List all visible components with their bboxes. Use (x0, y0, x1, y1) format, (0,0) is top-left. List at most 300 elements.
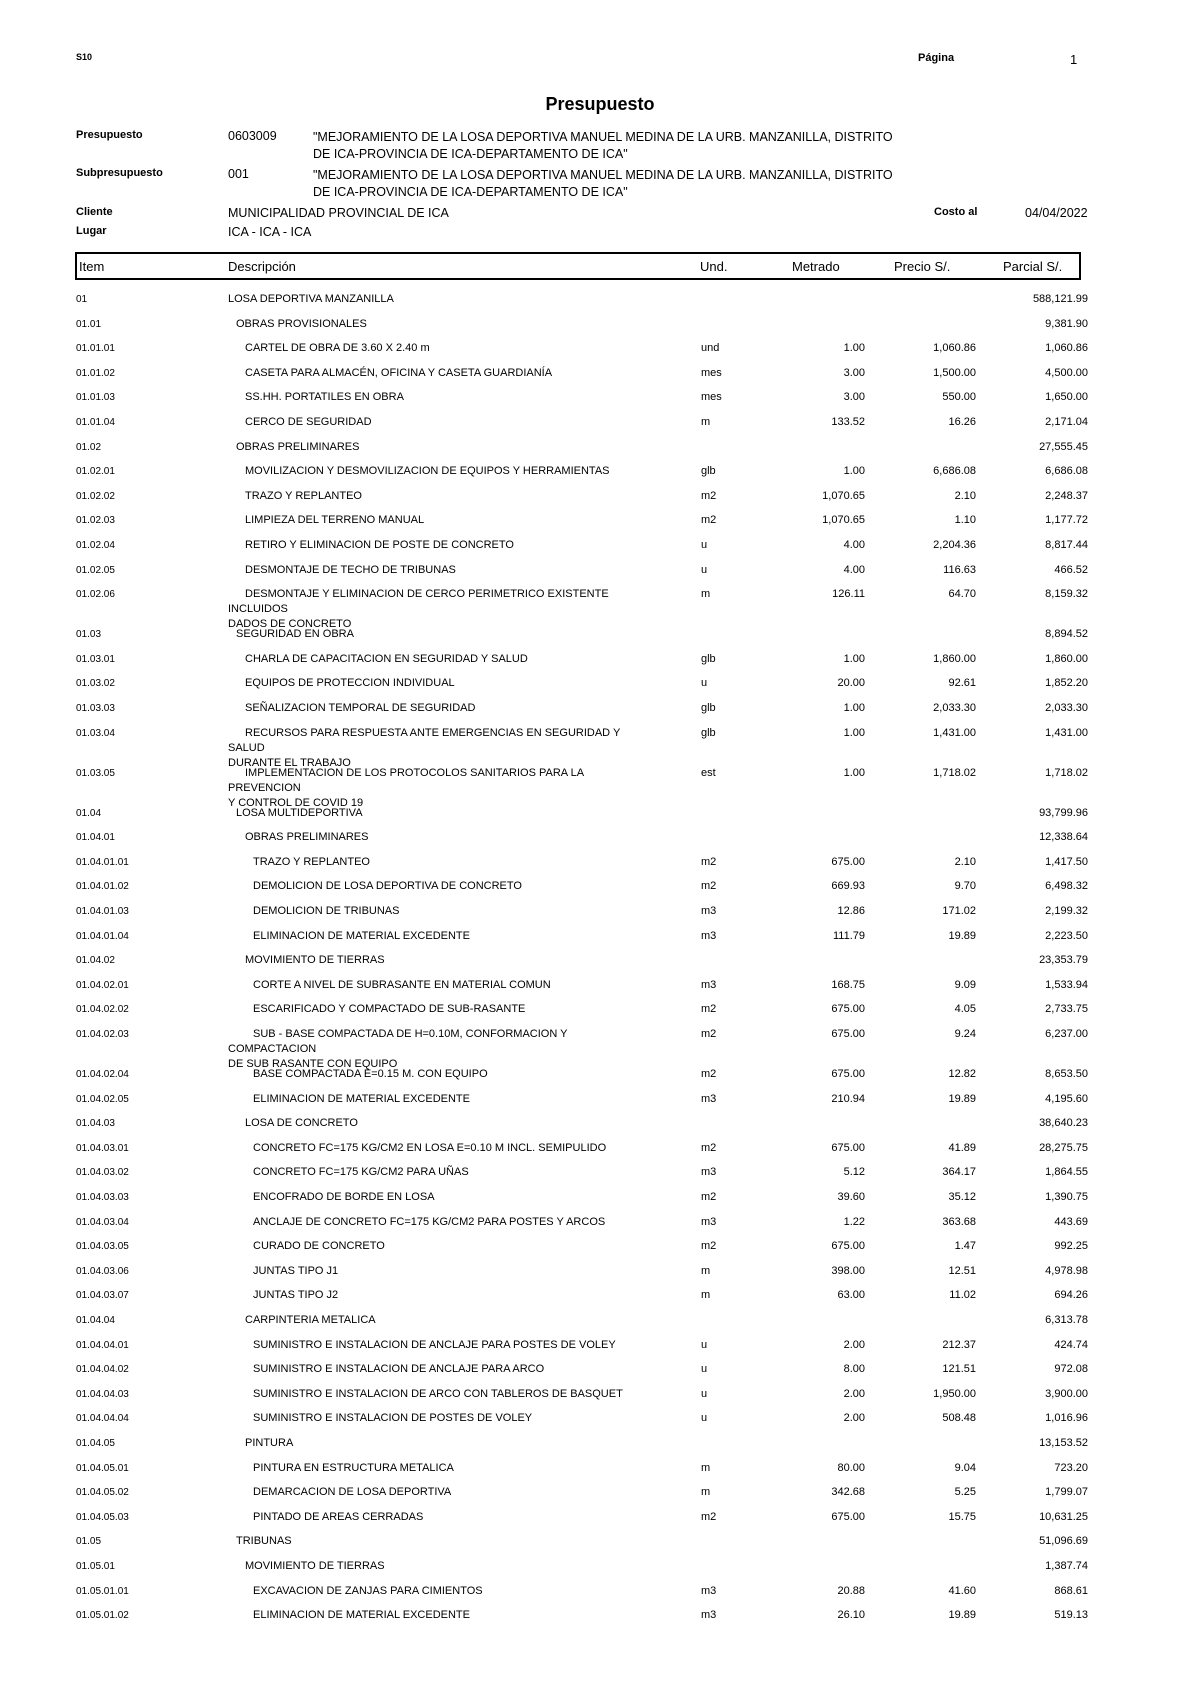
row-description-line: PINTURA EN ESTRUCTURA METALICA (253, 1461, 454, 1474)
row-precio: 116.63 (943, 563, 976, 576)
row-unit: m (701, 1289, 711, 1302)
row-item-code: 01 (76, 294, 88, 305)
row-unit: m (701, 1264, 711, 1277)
row-parcial: 6,686.08 (1045, 465, 1088, 478)
row-description (228, 652, 648, 667)
row-precio: 2,204.36 (933, 539, 976, 551)
row-metrado: 1.00 (843, 465, 865, 478)
row-description (228, 341, 648, 356)
subpresupuesto-code: 001 (228, 167, 249, 181)
row-parcial: 519.13 (1054, 1609, 1088, 1622)
row-parcial: 6,498.32 (1045, 880, 1088, 893)
row-item-code: 01.04.02.05 (76, 1093, 129, 1105)
row-item-code: 01.03.05 (76, 767, 115, 779)
row-precio: 92.61 (948, 677, 976, 690)
row-unit: m (701, 588, 711, 601)
row-precio: 1,950.00 (933, 1387, 976, 1400)
row-description-line: CERCO DE SEGURIDAD (245, 416, 372, 428)
row-unit: und (701, 342, 720, 355)
row-metrado: 1.00 (843, 702, 865, 714)
row-description (228, 1485, 648, 1500)
row-parcial: 8,159.32 (1045, 588, 1088, 601)
row-metrado: 26.10 (837, 1609, 865, 1622)
row-precio: 64.70 (948, 588, 976, 601)
row-item-code: 01.04.01.01 (76, 856, 129, 868)
row-metrado: 675.00 (831, 1240, 865, 1253)
row-description-line: ELIMINACION DE MATERIAL EXCEDENTE (253, 1609, 470, 1622)
row-description-line: ENCOFRADO DE BORDE EN LOSA (253, 1191, 435, 1203)
row-unit: m3 (701, 1584, 717, 1597)
row-description (228, 489, 648, 504)
row-description-continuation: DE SUB RASANTE CON EQUIPO (228, 1058, 398, 1070)
row-parcial: 8,894.52 (1045, 628, 1088, 641)
row-description (228, 627, 648, 642)
row-item-code: 01.04.05.01 (76, 1462, 129, 1474)
row-unit: m2 (701, 880, 717, 893)
row-description (228, 1215, 648, 1230)
row-parcial: 8,817.44 (1045, 539, 1088, 551)
row-metrado: 675.00 (831, 1028, 865, 1040)
row-description (228, 1510, 648, 1525)
row-item-code: 01.03.01 (76, 653, 115, 665)
row-description-line: CURADO DE CONCRETO (253, 1240, 385, 1253)
row-item-code: 01.01.01 (76, 343, 115, 355)
row-parcial: 13,153.52 (1039, 1437, 1088, 1449)
row-precio: 364.17 (942, 1166, 976, 1179)
row-item-code: 01.04.02.03 (76, 1029, 129, 1040)
row-item-code: 01.04 (76, 807, 102, 819)
row-metrado: 1.22 (843, 1215, 865, 1228)
lugar-value: ICA - ICA - ICA (228, 225, 312, 239)
row-description-line: CASETA PARA ALMACÉN, OFICINA Y CASETA GUARDIANÍA (245, 366, 553, 379)
row-description-line: PINTURA (245, 1437, 294, 1449)
row-precio: 9.09 (954, 978, 976, 991)
row-description (228, 1436, 648, 1451)
row-description (228, 701, 648, 716)
row-unit: m (701, 416, 711, 428)
row-item-code: 01.02.04 (76, 540, 115, 551)
row-parcial: 2,199.32 (1045, 905, 1088, 917)
row-parcial: 10,631.25 (1039, 1510, 1088, 1523)
row-description (228, 806, 648, 821)
row-metrado: 210.94 (831, 1092, 865, 1105)
row-precio: 550.00 (942, 391, 976, 404)
row-description-line: IMPLEMENTACION DE LOS PROTOCOLOS SANITARIOS PARA LA PREVENCION (228, 766, 584, 794)
row-parcial: 424.74 (1054, 1338, 1088, 1351)
row-item-code: 01.04.03.05 (76, 1241, 129, 1253)
row-unit: glb (701, 465, 716, 478)
row-precio: 19.89 (948, 1609, 976, 1622)
row-description-line: ELIMINACION DE MATERIAL EXCEDENTE (253, 929, 470, 942)
row-description (228, 953, 648, 968)
row-description (228, 1534, 648, 1549)
row-parcial: 93,799.96 (1039, 806, 1088, 819)
col-unit: Und. (700, 259, 728, 274)
row-unit: u (701, 1363, 708, 1376)
row-item-code: 01.04.02.01 (76, 979, 129, 991)
row-description-line: OBRAS PRELIMINARES (245, 831, 369, 844)
row-metrado: 675.00 (831, 1510, 865, 1523)
row-description (228, 676, 648, 691)
row-metrado: 1.00 (843, 342, 865, 355)
row-description-continuation: DURANTE EL TRABAJO (228, 756, 351, 769)
row-metrado: 1.00 (843, 766, 865, 779)
row-description-line: CARTEL DE OBRA DE 3.60 X 2.40 m (245, 342, 430, 355)
row-item-code: 01.03.03 (76, 703, 115, 714)
row-unit: m2 (701, 1003, 717, 1016)
row-item-code: 01.01.02 (76, 367, 115, 379)
row-precio: 15.75 (948, 1510, 976, 1523)
row-parcial: 51,096.69 (1039, 1535, 1088, 1548)
row-metrado: 1.00 (843, 726, 865, 739)
row-parcial: 1,016.96 (1045, 1412, 1088, 1425)
row-metrado: 3.00 (843, 391, 865, 404)
row-item-code: 01.04.03.01 (76, 1142, 129, 1154)
row-description (228, 1092, 648, 1107)
row-precio: 12.51 (948, 1264, 976, 1277)
row-description (228, 513, 648, 528)
row-precio: 212.37 (942, 1338, 976, 1351)
row-item-code: 01.04.03 (76, 1118, 115, 1130)
row-description-line: SUMINISTRO E INSTALACION DE ANCLAJE PARA POSTES DE VOLEY (253, 1338, 616, 1351)
row-precio: 35.12 (948, 1191, 976, 1203)
row-precio: 1,060.86 (933, 342, 976, 355)
row-description (228, 1165, 648, 1180)
row-unit: u (701, 677, 708, 690)
row-unit: m3 (701, 978, 717, 991)
row-metrado: 39.60 (837, 1191, 865, 1203)
row-item-code: 01.02.05 (76, 564, 115, 576)
cliente-value: MUNICIPALIDAD PROVINCIAL DE ICA (228, 206, 449, 220)
row-metrado: 133.52 (831, 416, 865, 428)
row-parcial: 9,381.90 (1045, 317, 1088, 330)
row-item-code: 01.04.05 (76, 1438, 115, 1449)
row-description-line: LIMPIEZA DEL TERRENO MANUAL (245, 514, 425, 527)
row-description-continuation: DADOS DE CONCRETO (228, 618, 352, 631)
row-description-continuation: Y CONTROL DE COVID 19 (228, 796, 364, 809)
presupuesto-code: 0603009 (228, 129, 277, 143)
row-metrado: 126.11 (832, 588, 865, 601)
row-precio: 19.89 (948, 1092, 976, 1105)
presupuesto-label: Presupuesto (76, 129, 143, 141)
row-item-code: 01.04.04 (76, 1315, 115, 1326)
row-unit: m3 (701, 1166, 717, 1179)
row-parcial: 992.25 (1054, 1240, 1088, 1253)
row-description-line: DEMOLICION DE LOSA DEPORTIVA DE CONCRETO (253, 880, 522, 893)
row-item-code: 01.04.01 (76, 832, 115, 844)
row-precio: 4.05 (954, 1003, 976, 1016)
row-description-line: CHARLA DE CAPACITACION EN SEGURIDAD Y SALUD (245, 652, 528, 665)
row-parcial: 8,653.50 (1045, 1068, 1088, 1080)
row-metrado: 1,070.65 (822, 489, 865, 502)
row-parcial: 2,733.75 (1045, 1003, 1088, 1016)
row-parcial: 1,060.86 (1045, 342, 1088, 355)
row-precio: 1,718.02 (933, 766, 976, 779)
row-description (228, 415, 648, 430)
row-unit: m2 (701, 1141, 717, 1154)
row-item-code: 01.01.03 (76, 392, 115, 404)
row-metrado: 3.00 (843, 366, 865, 379)
row-description (228, 464, 648, 479)
presupuesto-description: "MEJORAMIENTO DE LA LOSA DEPORTIVA MANUEL MEDINA DE LA URB. MANZANILLA, DISTRITO DE ICA-PROVINCIA DE ICA-DEPARTAMENTO DE ICA" (313, 130, 893, 161)
row-precio: 171.02 (942, 905, 976, 917)
row-item-code: 01.04.03.07 (76, 1290, 129, 1302)
row-description-line: DESMONTAJE Y ELIMINACION DE CERCO PERIMETRICO EXISTENTE INCLUIDOS (228, 588, 609, 616)
row-item-code: 01.03.02 (76, 678, 115, 690)
row-description-line: OBRAS PRELIMINARES (236, 440, 360, 453)
row-description-line: TRAZO Y REPLANTEO (245, 489, 362, 502)
row-precio: 16.26 (948, 416, 976, 428)
row-description (228, 440, 648, 455)
row-unit: m2 (701, 1240, 717, 1253)
row-metrado: 80.00 (837, 1461, 865, 1474)
row-unit: m2 (701, 1191, 717, 1203)
row-precio: 1,500.00 (933, 366, 976, 379)
row-metrado: 1.00 (843, 652, 865, 665)
row-parcial: 1,177.72 (1045, 514, 1088, 527)
row-metrado: 168.75 (831, 978, 865, 991)
row-item-code: 01.04.02.02 (76, 1004, 129, 1016)
subpresupuesto-label: Subpresupuesto (76, 167, 163, 179)
row-metrado: 2.00 (843, 1412, 865, 1425)
row-metrado: 63.00 (837, 1289, 865, 1302)
row-parcial: 27,555.45 (1039, 440, 1088, 453)
row-description (228, 1002, 648, 1017)
row-parcial: 694.26 (1054, 1289, 1088, 1302)
col-item: Item (79, 259, 105, 274)
row-description-line: CARPINTERIA METALICA (245, 1314, 376, 1326)
col-metrado: Metrado (792, 259, 840, 274)
row-description-line: TRIBUNAS (236, 1535, 292, 1548)
row-precio: 6,686.08 (933, 465, 976, 478)
row-unit: m3 (701, 1215, 717, 1228)
row-metrado: 8.00 (843, 1363, 865, 1376)
row-parcial: 466.52 (1054, 563, 1088, 576)
cliente-label: Cliente (76, 206, 113, 218)
row-description (228, 879, 648, 894)
row-unit: m3 (701, 1092, 717, 1105)
row-description (228, 317, 648, 332)
row-parcial: 972.08 (1054, 1363, 1088, 1376)
row-precio: 363.68 (942, 1215, 976, 1228)
row-description-line: LOSA DE CONCRETO (245, 1117, 358, 1130)
row-description-line: DEMARCACION DE LOSA DEPORTIVA (253, 1486, 452, 1499)
table-header (75, 252, 1081, 280)
row-description (228, 1461, 648, 1476)
row-description (228, 538, 648, 553)
row-metrado: 2.00 (843, 1387, 865, 1400)
row-unit: u (701, 1338, 708, 1351)
row-description-line: MOVILIZACION Y DESMOVILIZACION DE EQUIPOS Y HERRAMIENTAS (245, 465, 610, 478)
row-parcial: 6,313.78 (1045, 1314, 1088, 1326)
row-description-line: SUMINISTRO E INSTALACION DE ARCO CON TABLEROS DE BASQUET (253, 1387, 623, 1400)
row-item-code: 01.04.05.02 (76, 1487, 129, 1499)
row-description (228, 726, 648, 771)
row-item-code: 01.02.06 (76, 589, 115, 601)
row-parcial: 6,237.00 (1045, 1028, 1088, 1040)
row-description-line: SUB - BASE COMPACTADA DE H=0.10M, CONFORMACION Y COMPACTACION (228, 1028, 568, 1055)
row-description (228, 766, 648, 811)
row-description-line: ELIMINACION DE MATERIAL EXCEDENTE (253, 1092, 470, 1105)
row-parcial: 2,033.30 (1045, 702, 1088, 714)
row-precio: 9.04 (954, 1461, 976, 1474)
row-parcial: 1,860.00 (1045, 652, 1088, 665)
row-unit: u (701, 539, 708, 551)
row-description (228, 855, 648, 870)
row-parcial: 23,353.79 (1039, 954, 1088, 967)
row-unit: m2 (701, 514, 717, 527)
row-description-line: BASE COMPACTADA E=0.15 M. CON EQUIPO (253, 1068, 488, 1080)
row-precio: 2.10 (954, 855, 976, 868)
row-item-code: 01.01 (76, 318, 102, 330)
row-item-code: 01.04.02 (76, 955, 115, 967)
row-description (228, 1411, 648, 1426)
row-parcial: 588,121.99 (1032, 293, 1088, 305)
row-precio: 9.24 (954, 1028, 976, 1040)
row-unit: u (701, 1412, 708, 1425)
row-metrado: 12.86 (837, 905, 865, 917)
row-precio: 11.02 (949, 1289, 976, 1302)
row-unit: u (701, 1387, 708, 1400)
row-description (228, 1190, 648, 1205)
row-unit: m2 (701, 489, 717, 502)
row-description (228, 1116, 648, 1131)
row-description-line: DEMOLICION DE TRIBUNAS (253, 905, 400, 917)
row-description (228, 1239, 648, 1254)
row-metrado: 111.79 (832, 929, 865, 942)
row-item-code: 01.03.04 (76, 727, 115, 739)
row-item-code: 01.02.03 (76, 515, 115, 527)
row-precio: 19.89 (948, 929, 976, 942)
row-parcial: 38,640.23 (1039, 1117, 1088, 1130)
row-description (228, 904, 648, 919)
row-description-line: CONCRETO FC=175 KG/CM2 EN LOSA E=0.10 M INCL. SEMIPULIDO (253, 1141, 607, 1154)
page-title: Presupuesto (545, 94, 655, 114)
row-item-code: 01.04.04.01 (76, 1339, 129, 1351)
row-metrado: 675.00 (831, 1068, 865, 1080)
row-parcial: 28,275.75 (1039, 1141, 1088, 1154)
row-parcial: 1,718.02 (1045, 766, 1088, 779)
row-description-line: ESCARIFICADO Y COMPACTADO DE SUB-RASANTE (253, 1003, 526, 1016)
row-item-code: 01.02 (76, 441, 102, 453)
row-description (228, 1264, 648, 1279)
row-description (228, 1559, 648, 1574)
row-metrado: 1,070.65 (822, 514, 865, 527)
row-description (228, 1584, 648, 1599)
row-unit: m3 (701, 905, 717, 917)
row-item-code: 01.04.04.03 (76, 1388, 129, 1400)
costo-label: Costo al (934, 206, 978, 218)
row-metrado: 669.93 (831, 880, 865, 893)
row-metrado: 20.88 (837, 1584, 865, 1597)
row-description-line: TRAZO Y REPLANTEO (253, 855, 370, 868)
row-item-code: 01.04.01.03 (76, 906, 129, 917)
row-item-code: 01.04.02.04 (76, 1069, 129, 1080)
row-item-code: 01.04.03.06 (76, 1265, 129, 1277)
row-item-code: 01.04.03.03 (76, 1192, 129, 1203)
row-item-code: 01.05 (76, 1536, 102, 1548)
row-metrado: 675.00 (831, 855, 865, 868)
row-item-code: 01.02.01 (76, 466, 115, 478)
row-parcial: 1,650.00 (1045, 391, 1088, 404)
row-description (228, 1141, 648, 1156)
row-parcial: 1,533.94 (1045, 978, 1088, 991)
row-description-line: PINTADO DE AREAS CERRADAS (253, 1510, 424, 1523)
row-unit: mes (701, 391, 722, 404)
row-parcial: 2,248.37 (1045, 489, 1088, 502)
report-code: S10 (76, 52, 93, 62)
row-item-code: 01.02.02 (76, 490, 115, 502)
costo-date: 04/04/2022 (1025, 206, 1088, 220)
row-precio: 1,431.00 (933, 726, 976, 739)
row-precio: 1,860.00 (933, 652, 976, 665)
row-description (228, 1362, 648, 1377)
row-description-line: MOVIMIENTO DE TIERRAS (245, 954, 385, 967)
row-unit: m2 (701, 1068, 717, 1080)
row-description-line: ANCLAJE DE CONCRETO FC=175 KG/CM2 PARA POSTES Y ARCOS (253, 1215, 606, 1228)
row-item-code: 01.04.03.04 (76, 1216, 129, 1228)
page-label: Página (918, 52, 955, 64)
row-unit: m (701, 1486, 711, 1499)
row-parcial: 1,431.00 (1045, 726, 1088, 739)
page-number: 1 (1070, 52, 1078, 67)
lugar-label: Lugar (76, 225, 107, 237)
row-description-line: JUNTAS TIPO J1 (253, 1264, 339, 1277)
row-unit: m2 (701, 855, 717, 868)
row-unit: m2 (701, 1028, 717, 1040)
row-precio: 41.89 (948, 1141, 976, 1154)
row-description (228, 1608, 648, 1623)
row-metrado: 398.00 (831, 1264, 865, 1277)
row-description-line: MOVIMIENTO DE TIERRAS (245, 1560, 385, 1572)
row-item-code: 01.04.04.04 (76, 1413, 129, 1425)
row-metrado: 342.68 (831, 1486, 865, 1499)
row-description (228, 1288, 648, 1303)
row-metrado: 675.00 (831, 1003, 865, 1016)
row-precio: 1.47 (954, 1240, 976, 1253)
row-parcial: 12,338.64 (1039, 831, 1088, 844)
row-precio: 5.25 (954, 1486, 976, 1499)
row-item-code: 01.05.01.01 (76, 1585, 129, 1597)
row-item-code: 01.05.01.02 (76, 1610, 129, 1622)
row-unit: m3 (701, 1609, 717, 1622)
row-description (228, 1338, 648, 1353)
subpresupuesto-description: "MEJORAMIENTO DE LA LOSA DEPORTIVA MANUEL MEDINA DE LA URB. MANZANILLA, DISTRITO DE ICA-PROVINCIA DE ICA-DEPARTAMENTO DE ICA" (313, 168, 893, 199)
row-metrado: 20.00 (837, 677, 865, 690)
row-parcial: 1,417.50 (1045, 855, 1088, 868)
row-unit: glb (701, 652, 716, 665)
row-description-line: SUMINISTRO E INSTALACION DE ANCLAJE PARA ARCO (253, 1363, 545, 1376)
row-parcial: 1,852.20 (1045, 677, 1088, 690)
row-description-line: LOSA DEPORTIVA MANZANILLA (228, 293, 394, 305)
row-unit: m2 (701, 1510, 717, 1523)
row-description (228, 1027, 648, 1072)
col-precio: Precio S/. (894, 259, 951, 274)
row-precio: 9.70 (954, 880, 976, 893)
row-item-code: 01.04.01.04 (76, 930, 129, 942)
row-metrado: 4.00 (843, 563, 865, 576)
row-parcial: 3,900.00 (1045, 1387, 1088, 1400)
row-unit: est (701, 766, 716, 779)
row-description (228, 978, 648, 993)
row-description-line: JUNTAS TIPO J2 (253, 1289, 339, 1302)
row-parcial: 4,195.60 (1045, 1092, 1088, 1105)
row-description-line: RETIRO Y ELIMINACION DE POSTE DE CONCRETO (245, 539, 514, 551)
row-metrado: 675.00 (831, 1141, 865, 1154)
row-description-line: SS.HH. PORTATILES EN OBRA (245, 391, 404, 404)
row-description-line: DESMONTAJE DE TECHO DE TRIBUNAS (245, 563, 456, 576)
row-description-line: EXCAVACION DE ZANJAS PARA CIMIENTOS (253, 1584, 483, 1597)
